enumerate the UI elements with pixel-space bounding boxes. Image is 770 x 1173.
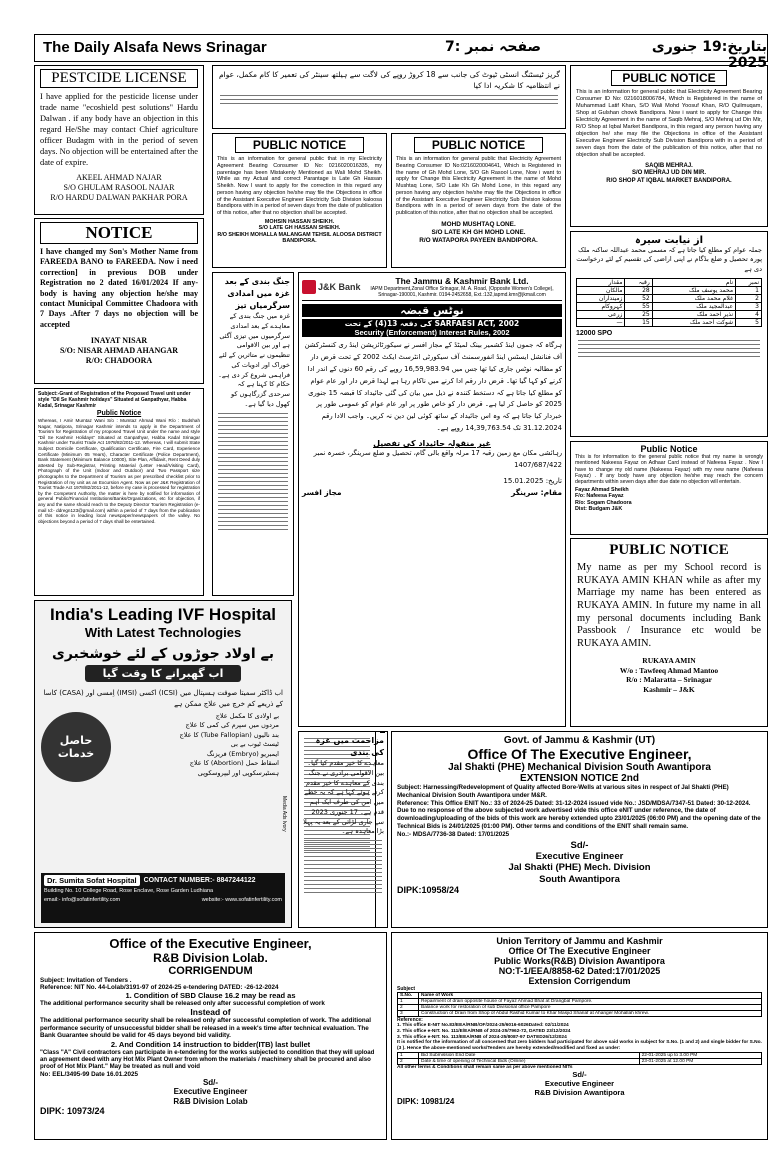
jk-bank-possession-notice: [298, 272, 566, 727]
urdu-notice-title: از نیابت سیرہ: [634, 235, 704, 246]
jk-bank-banner: نوٹس قبضہ: [302, 304, 562, 317]
urdu-notice-text: جملہ عوام کو مطلع کیا جاتا ہے کہ مسمی محمد عبداللہ ساکنہ ملک پورہ تحصیل و ضلع بڈگام نے اپنی اراضی کی تقسیم کے لئے درخواست دی ہے: [576, 246, 762, 273]
urdu-news-column: [212, 272, 294, 596]
pw-works-table: [397, 992, 762, 1017]
public-notice-mohsin: [212, 133, 387, 268]
jk-bank-date: تاریخ: 15.01.2025: [503, 477, 562, 486]
land-th-2: رقبہ: [625, 279, 652, 287]
list-item: اسقاط حمل (Abortion) کا علاج: [189, 759, 279, 768]
notice-sign-address: R/O: CHADOORA: [85, 356, 153, 366]
ivf-website: website:- www.sofatinfertility.com: [201, 897, 282, 903]
tourism-registration-notice: [34, 388, 204, 596]
pn-saqib-sign-name: SAQIB MEHRAJ.: [645, 162, 693, 169]
list-item: بے اولادی کا مکمل علاج: [215, 712, 279, 720]
pw-ut: Union Territory of Jammu and Kashmir: [496, 936, 663, 946]
pn-mohsin-sign-address: R/O SHEIKH MOHALLA MALANGAM TEHSIL ALOOSA DISTRICT BANDIPORA.: [217, 231, 382, 245]
ivf-contact: CONTACT NUMBER:- 8847244122: [143, 877, 256, 884]
rb-dipk: DIPK: 10973/24: [40, 1106, 105, 1117]
ivf-urdu-text: اب ڈاکٹر سمیتا صوفت ہسپتال میں (ICSI) اکسی (IMSI) اِمسی اور (CASA) کاسا کے ذریعے کم خرچ میں علاج ممکن ہے: [43, 689, 283, 708]
ivf-media-tag: Media Ads Ivory: [281, 796, 287, 832]
ivf-services-list: [111, 712, 285, 782]
rb-sign-division: R&B Division Lolab: [173, 1096, 248, 1106]
table-row: 4 نذیر احمد ملک 25 زرعی: [577, 311, 762, 319]
js-sd: Sd/-: [570, 839, 589, 851]
jk-bank-property-title: غیر منقولہ جائیداد کی تفصیل: [373, 439, 491, 449]
pn-mohsin-sign-father: S/O LATE GH HASSAN SHEIKH.: [258, 225, 341, 232]
pw-footer: All other terms & Conditions shall remain same as per above mentioned NITs: [397, 1064, 573, 1070]
pn-nafeesa-title: Public Notice: [640, 444, 698, 454]
tourism-subject: Subject:-Grant of Registration of the Proposed Travel unit under style "Dil Se Kashmir holidays" Situated at Ganpathyar, Habba Kadal, Srinagar Kashmir: [38, 391, 191, 409]
rb-title: Office of the Executive Engineer,: [109, 936, 312, 951]
table-row: 2 غلام محمد ملک 52 زمینداران: [577, 295, 762, 303]
pw-body: It is notified for the information of all concerned that zero bidders had participated for above said works in subject for S.No. (1 and 2) and single bidder for S.No.(3 ). Hence the above-mentioned works/Tenders are hereby extended/modified and fixed as under:: [397, 1040, 762, 1051]
jk-bank-place: مقام: سرینگر: [511, 488, 562, 498]
js-number: No.:- MDSA/7736-38 Dated: 17/01/2025: [397, 830, 510, 838]
pn-mushtaq-sign-name: MOHD MUSHTAQ LONE.: [441, 220, 516, 228]
js-dipk: DIPK:10958/24: [397, 885, 460, 896]
public-notice-mushtaq: [391, 133, 566, 268]
rb-number: No: EEL/3495-99 Date 16.01.2025: [40, 1070, 139, 1078]
pw-sign-title: Executive Engineer: [544, 1078, 615, 1088]
jk-bank-address: IAPM Department,Zonal Office Srinagar, M. A. Road, (Opposite Women's College), Srinagar-190001, Kashmir. 0194-2452658, Ext.:132,iapmd.kmr@jkmail.com: [370, 286, 554, 298]
jk-bank-logo-text: J&K Bank: [318, 282, 361, 292]
list-item: ہسٹیرسکوپی اور لیپروسکوپی: [197, 768, 279, 777]
ivf-services-title: حاصل خدمات: [41, 712, 111, 782]
pesticide-title: PESTCIDE LICENSE: [40, 69, 198, 88]
pw-sd: Sd/-: [572, 1069, 587, 1079]
pw-division: Public Works(R&B) Division Awantipora: [494, 956, 665, 966]
urdu-col2-text: معاہدے کا خیر مقدم کیا گیا۔ بین الاقوامی برادری نے جنگ بندی کے معاہدے کا خیر مقدم کرتے ہوئے کہا ہے کہ یہ خطے میں امن کی طرف ایک اہم قدم ہے۔ 17 جنوری 2023 سے جاری لڑائی کے بعد یہ پہلا بڑا معاہدہ ہے۔: [303, 759, 384, 836]
pn-rukaya-sign-husband: W/o : Tawfeeq Ahmad Mantoo: [619, 665, 719, 675]
ivf-heading: India's Leading IVF Hospital: [49, 605, 276, 624]
pn-mushtaq-sign-father: S/O LATE KH GH MOHD LONE.: [431, 229, 526, 237]
pn-mohsin-body: This is an information for general public that in my Electricity Agreement Bearing Consumer ID No: 0216020016335, my parentage has been Mistakenly Mentioned as Wali Mohd Sheikh. While as my Actual and correct Parantage is Late Gh Hassan Sheikh. Now I want to apply for the correction in this regard any person having any objection he/she may file the Objections in office of the Assistant Executive Engineer Electricity Sub Division kaloosa Bandipora with in a period of seven days from the date of publication of this notice, after that no objection shall be accepted.: [217, 156, 382, 216]
pn-mushtaq-body: This is an information for general public that Electricity Agreement Bearing Consumer ID No:0216020004641, Which is Registered in the name of Gh Mohd Lone, S/O Gh Rasool Lone, Now i want to apply for Change this Electricity Agreement in the name of Mohd Mushtaq Lone, S/O Late Kh Gh Mohd Lone, in this regard any person having any objection he/she may file the Objections in office of the Assistant Executive Engineer Electricity Sub Division kaloosa Bandipora with in a period of seven days from the date of the publication of this notice, after that no objection shall be accepted.: [396, 156, 561, 216]
urdu-top-text: گریز ٹیسٹنگ انسٹی ٹیوٹ کی جانب سے 18 کروڑ روپے کی لاگت سے ہیلتھ سینٹر کی تعمیر کا کام مکمل، عوام نے انتظامیہ کا شکریہ ادا کیا: [218, 70, 560, 91]
urdu-col2-title: مزاحمت میں غزہ کی بندی: [315, 736, 384, 757]
pw-subject-label: Subject: [397, 986, 416, 992]
js-reference: Reference: This Office ENIT No.: 33 of 2024-25 Dated: 31-12-2024 issued vide No.: JSD/MDSA/7347-51 Dated: 30-12-2024.: [397, 799, 751, 807]
public-notice-saqib: [570, 65, 768, 227]
js-sign-division: Jal Shakti (PHE) Mech. Division: [508, 862, 651, 874]
pn-rukaya-title: PUBLIC NOTICE: [609, 542, 729, 558]
jk-bank-act2: Security (Enforcement) Interest Rules, 2002: [302, 328, 562, 337]
urdu-land-notice: [570, 231, 768, 437]
pesticide-body: I have applied for the pesticide license under trade name "ecoshield pest solutions" Hardu Dalwan . if any body have an objection in this regard He/She may contact Chief agriculture officer Budagm with in the period of seven days. No objection will be entertained after the date of expire.: [40, 92, 198, 167]
notice-body: I have changed my Son's Mother Name from FAREEDA BANO to FAREEDA. Now i need correction] in previous DOB under Registration no 2 dated 16/01/2024 If any-body is having any objection he/she may contact Municipal Committee Chadoora with 7 Days .After 7 days no objection will be accepted: [40, 247, 198, 329]
list-item: مردوں میں سپرم کی کمی کا علاج: [185, 721, 279, 730]
pn-nafeesa-body: This is for information to the general public notice that my name is wrongly mentioned Nakeesa Fayaz on Adhaar Card instead of Nafeesa Fayaz . Now I have to change my old name (Nakeesa Fayaz) with my new name (Nafeesa Fayaz) . If any body have any objection he/she may reach the concern departments within seven days after due date no objection will entertain.: [575, 454, 763, 486]
rb-c1-text: The additional performance security shall be released only after successful completion of work: [40, 1000, 325, 1007]
jk-bank-name: The Jammu & Kashmir Bank Ltd.: [395, 276, 529, 286]
rb-sign-title: Executive Engineer: [173, 1087, 248, 1097]
pw-dipk: DIPK: 10981/24: [397, 1096, 455, 1106]
pn-mohsin-title: PUBLIC NOTICE: [235, 137, 364, 153]
notice-sign-father: S/O: NISAR AHMAD AHANGAR: [59, 346, 178, 356]
pesticide-sign-address: R/O HARDU DALWAN PAKHAR PORA: [50, 193, 188, 203]
pn-saqib-sign-address: R/O SHOP AT IQBAL MARKET BANDIPORA.: [606, 177, 732, 184]
jk-bank-act: SARFAESI ACT, 2002 کی دفعہ 13(4) کے تحت: [302, 319, 562, 328]
land-th-3: مقدار: [577, 279, 625, 287]
jk-bank-officer: مجاز افسر: [302, 488, 342, 498]
name-change-notice: [34, 218, 204, 384]
table-row: 1 Repairment of drain opposite house of Fayaz Ahmad Bhat at Drangbal Pampore.: [398, 999, 762, 1005]
jk-bank-property: رہائشی مکان مع زمین رقبہ 17 مرلہ واقع بالی گام، تحصیل و ضلع سرینگر، خسرہ نمبر 1407/687/422: [313, 449, 562, 469]
urdu-news-column-2: [298, 731, 388, 928]
ivf-urdu-sub: اب گھبرانے کا وقت گیا: [85, 665, 241, 682]
land-table: [576, 278, 762, 327]
pesticide-sign-name: AKEEL AHMAD NAJAR: [76, 173, 162, 183]
urdu-top-news: [212, 65, 566, 129]
pw-ref-3: 3. This office e-NIT. No. 113/EEA/RNB of 2024-25/8087-97 DATED26/12/2024: [397, 1034, 567, 1040]
js-govt: Govt. of Jammu & Kashmir (UT): [503, 735, 656, 746]
pesticide-sign-father: S/O GHULAM RASOOL NAJAR: [63, 183, 175, 193]
list-item: ٹیسٹ ٹیوب بے بی: [230, 740, 279, 749]
notice-title: NOTICE: [40, 222, 198, 244]
rb-c2: 2. And Condition 14 instruction to bidder(ITB) last bullet: [110, 1039, 311, 1049]
ivf-urdu-head: بے اولاد جوڑوں کے لئے خوشخبری: [51, 646, 275, 662]
js-office: Office Of The Executive Engineer,: [467, 746, 692, 762]
pn-saqib-sign-father: S/O MEHRAJ UD DIN MIR.: [631, 170, 706, 177]
pn-nafeesa-sign-father: F/o: Nafeesa Fayaz: [575, 493, 624, 500]
js-extension: EXTENSION NOTICE 2nd: [520, 773, 639, 784]
pw-reference-label: Reference:: [397, 1017, 423, 1023]
page-number: صفحہ نمبر :7: [445, 39, 542, 55]
pn-mohsin-sign-name: MOHSIN HASSAN SHEIKH.: [264, 218, 335, 225]
paper-name: The Daily Alsafa News Srinagar: [43, 39, 267, 56]
ivf-hospital-name: Dr. Sumita Sofat Hospital: [44, 875, 140, 886]
rb-division: R&B Division Lolab.: [153, 951, 268, 965]
pn-rukaya-sign-address: R/o : Malaratta – Srinagar: [626, 675, 712, 685]
pn-rukaya-sign-name: RUKAYA AMIN: [642, 655, 696, 665]
rb-corrigendum: CORRIGENDUM: [168, 965, 253, 977]
pw-th-sno: S.No.: [398, 993, 419, 999]
pn-mushtaq-title: PUBLIC NOTICE: [414, 137, 543, 153]
table-row: 3 عبدالمجید ملک 55 کہروکام: [577, 303, 762, 311]
ivf-hospital-advert: [34, 600, 292, 928]
js-sign-place: South Awantipora: [539, 873, 620, 885]
pw-dates-table: [397, 1052, 762, 1065]
pn-rukaya-body: My name as per my School record is RUKAYA AMIN KHAN while as after my Marriage my name has been entered as RUKAYA AMIN. In future my name in all my personal documents including Bank Passbook / Insurance etc would be RUKAYA AMIN.: [577, 562, 761, 650]
rb-c1-old: The additional performance security shall be released only after successful completion of work. The additional performance security of unsuccessful bidder shall be released in a week's time after technical evaluation. The Bank Guarantee should be valid for 45 days beyond bid validity.: [40, 1017, 372, 1040]
issue-date: بتاریخ:19 جنوری 2025: [651, 39, 767, 71]
rb-lolab-corrigendum: [34, 932, 387, 1140]
pw-number: NO:T-1/EEA/8858-62 Dated:17/01/2025: [498, 966, 661, 976]
pn-saqib-body: This is an information for general public that Electricity Agreement Bearing Consumer ID No: 0216018006784, Which is Registered in the name of Muhammad Latif Khan, S/O Wali Mohd Yoosuf Khan, R/O Quilmuqam, Shop at Gulshan chowk Bandipora. Now i want to apply for Change this Electricity Agreement in the name of Saqib Mehraj, S/O Mehraj ud Din Mir, R/O Shop at Iqbal Market Bandipora, in this regard any person having any objection he/ she may file the Objections in office of the Assistant Executive Engineer Electricity Sub Division Bandipora with in a period of seven days from the date of the publication of this notice, after that no objection shall be accepted.: [576, 89, 762, 158]
pw-office: Office Of The Executive Engineer: [508, 946, 651, 956]
tourism-title: Public Notice: [96, 410, 142, 417]
pn-rukaya-sign-state: Kashmir – J&K: [643, 685, 695, 695]
list-item: ایمبریو (Embryo) فریزنگ: [206, 749, 279, 758]
pesticide-license-notice: [34, 65, 204, 215]
list-item: بند نالیوں (Tube Fallopian) کا علاج: [179, 730, 279, 739]
pn-saqib-title: PUBLIC NOTICE: [611, 70, 727, 86]
jk-bank-logo-icon: [302, 280, 316, 294]
tourism-body: Whereas, I Amir Mumtaz Wani S/o : Mumtaz Ahmad Wani R/o : Budshah Nagar, Natipora, Srinagar Kashmir intends to apply in the Department of Tourism for Registration of my proposed Travel Unit under the name and style "Dil Se Kashmir Holidays" Situated at Ganpathyar, Habba Kadal Srinagar Kashmir under Tourist Trade Act 1978/82/2011-12. Whereas, I will submit State Subject Domicile Certificate, Qualification Certificate, Fire Card, Experience Certificate (Minimum 05 Years), Character Certificate (Police Department), Bank Statement (Minimum Balance 10000), Site Plan, Affidavit, Rent Deed duly attested by Sub-Registrar, Printing Material (Letter Head/Visiting Card), Photograph of the Unit (Indoor and Outdoor) and Two Passport size photographs to the Department of Tourism as per prescribed checklist prior to Registration of my unit as an Excursion Agent. Now as per J&K Registration of Tourist Trade Act 1978/82/2011-12, before my case is processed for registration by the Competent Authority, the matter is here by notified for information of general Public/Financial Institutions/Banks/Organizations, etc for objection, if any and the same should reach to the Deputy Director Tourism Registration (e-mail Id:- ddregn123@gmail.com) within a period of 7 days from the publication of this notice in leading local newspaper/newspapers of the valley. No objections beyond a period of 7 days shall be entertained.: [38, 418, 200, 524]
land-th-0: نمبر: [736, 279, 762, 287]
table-row: 1 محمد یوسف ملک 28 مالکان: [577, 287, 762, 295]
jal-shakti-extension-notice: [391, 731, 768, 928]
pn-nafeesa-sign-district: Dist: Budgam J&K: [575, 506, 623, 513]
rb-c1: 1. Condition of SBD Clause 16.2 may be read as: [125, 991, 296, 1000]
pw-awantipora-corrigendum: [391, 932, 768, 1140]
land-th-1: نام: [652, 279, 735, 287]
ivf-email: email:- info@sofatinfertility.com: [44, 897, 121, 903]
ivf-address: Building No. 10 College Road, Rose Enclave, Rose Garden Ludhiana: [44, 888, 214, 894]
table-row: 2 Date & time of opening of Technical Bids (Online) 23-01-2025 at 12.00 PM: [398, 1058, 762, 1064]
pn-mushtaq-sign-address: R/O WATAPORA PAYEEN BANDIPORA.: [419, 237, 538, 245]
rb-c2-text: "Class "A" Civil contractors can participate in e-tendering for the works subjected to condition that they will upload an agreement deed with any Hot Mix Plant Owner from whom the materials / machinery shall be procured and also proof of Hot Mix Plant." May be treated as null and void: [40, 1048, 375, 1071]
urdu-col-text: غزہ میں جنگ بندی کے معاہدے کے بعد امدادی سرگرمیوں میں تیزی آگئی ہے اور بین الاقوامی تنظیموں نے متاثرین کے لئے خوراک اور ادویات کی فراہمی شروع کر دی ہے۔ حکام کا کہنا ہے کہ سرحدی گزرگاہوں کو کھول دیا گیا ہے۔: [218, 312, 290, 408]
public-notice-rukaya: [570, 538, 768, 727]
pn-nafeesa-sign-address: R/o: Sogam Chadoora: [575, 499, 632, 506]
pw-ref-2: 2. This office e-NIT. No. 111/E/EA/RNB of 2024-25/7962-72, DATED 23/12/2024: [397, 1028, 571, 1034]
rb-subject: Subject: Invitation of Tenders .: [40, 977, 132, 984]
js-body: Due to no response of the above subjected work advertised vide this office eNIT under reference, the date of downloading/uploading of the bids of this work are hereby extended upto 23/01/2025 (06:00 PM) and the opening date of the Technical Bids is 24/01/2025 (01:00 PM). Other terms and conditions of the ENIT shall remain same.: [397, 807, 761, 830]
pw-ref-1: 1. This office E-NIT No.83/EEA/RNB/OF/2024-25/6016-6026Dated: 02/11/2024: [397, 1023, 569, 1028]
jk-bank-logo: [302, 280, 362, 294]
rb-instead-of: Instead of: [190, 1007, 231, 1017]
pw-th-work: Name of Work: [419, 993, 762, 999]
pn-nafeesa-sign-name: Fayaz Ahmad Sheikh: [575, 486, 629, 493]
js-division: Jal Shakti (PHE) Mechanical Division South Awantipora: [448, 762, 711, 773]
table-row: 5 شوکت احمد ملک 15 —: [577, 319, 762, 327]
js-sign-title: Executive Engineer: [535, 850, 624, 862]
masthead: [34, 34, 768, 71]
ivf-subheading: With Latest Technologies: [84, 625, 242, 640]
table-row: 3 Construction of Drain from Shop of Abdul Rashid Kumar to Khar Masjid Shariaf at Ahanger Mohallah khrew.: [398, 1011, 762, 1017]
pw-extension: Extension Corrigendum: [528, 976, 631, 986]
land-table-spo: 12000 SPO: [576, 330, 613, 338]
public-notice-nafeesa: [570, 441, 768, 535]
rb-sd: Sd/-: [202, 1077, 219, 1087]
table-row: 2 Balance work for restoration of sub Divisional office Pampore: [398, 1005, 762, 1011]
js-subject: Subject: Harnessing/Redevelopment of Quality affected Bore-Wells at various sites in respect of Jal Shakti (PHE) Mechanical Division South Awantipora under M&R.: [397, 784, 729, 799]
rb-reference: Reference: NIT No. 44-Lolab/3191-97 of 2024-25 e-tendering DATED: -26-12-2024: [40, 984, 279, 991]
notice-sign-name: INAYAT NISAR: [90, 336, 148, 346]
jk-bank-body: ہرگاہ کہ جموں اینڈ کشمیر بینک لمیٹڈ کے مجاز افسر نے سیکورٹائزیشن اینڈ ری کنسٹرکشن آف فنانشل ایسٹس اینڈ انفورسمنٹ آف سیکورٹی انٹرسٹ ایکٹ 2002 کے تحت قرض دار کو مطالبہ نوٹس جاری کیا تھا جس میں 16,59,983.94 روپے کی رقم 60 دنوں کے اندر ادا کرنے کو کہا گیا تھا۔ قرض دار رقم ادا کرنے میں ناکام رہا ہے لہذا قرض دار اور عام عوام کو مطلع کیا جاتا ہے کہ دستخط کنندہ نے ذیل میں بیان کی گئی جائیداد کا قبضہ 15 جنوری 2025 کو حاصل کر لیا ہے۔ قرض دار کو خاص طور پر اور عام عوام کو عمومی طور پر خبردار کیا جاتا ہے کہ وہ اس جائیداد کے ساتھ کوئی لین دین نہ کریں۔ واجب الادا رقم 31.12.2024 تک 14,39,763.54 روپے ہے۔: [304, 341, 562, 433]
urdu-col-title: جنگ بندی کے بعد غزہ میں امدادی سرگرمیاں تیز: [224, 277, 290, 310]
table-row: 1 Bid Submission End Date 22-01-2025 up to 3.00 PM: [398, 1052, 762, 1058]
pw-sign-division: R&B Division Awantipora: [534, 1087, 625, 1097]
